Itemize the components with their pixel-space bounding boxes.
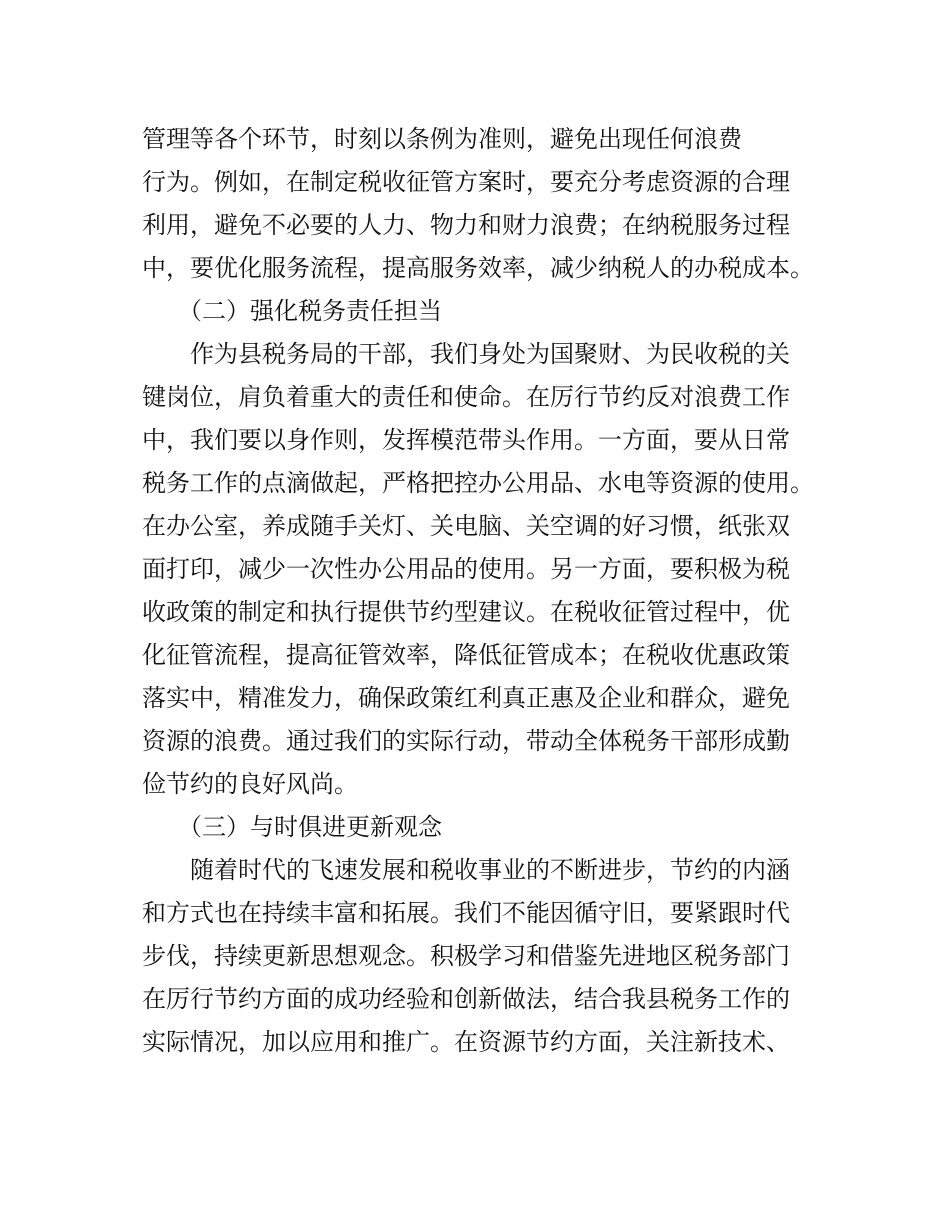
text-line: 在厉行节约方面的成功经验和创新做法，结合我县税务工作的	[142, 985, 790, 1013]
text-line: 俭节约的良好风尚。	[142, 770, 358, 798]
text-line: 化征管流程，提高征管效率，降低征管成本；在税收优惠政策	[142, 641, 790, 669]
text-line: 和方式也在持续丰富和拓展。我们不能因循守旧，要紧跟时代	[142, 899, 790, 927]
text-line: 收政策的制定和执行提供节约型建议。在税收征管过程中，优	[142, 598, 790, 626]
text-line: 中，要优化服务流程，提高服务效率，减少纳税人的办税成本。	[142, 254, 814, 282]
section-heading-3	[142, 806, 822, 849]
text-line: 作为县税务局的干部，我们身处为国聚财、为民收税的关	[190, 340, 790, 368]
document-body	[142, 118, 822, 1064]
text-line: 税务工作的点滴做起，严格把控办公用品、水电等资源的使用。	[142, 469, 814, 497]
paragraph-responsibility	[142, 333, 822, 806]
text-line: 行为。例如，在制定税收征管方案时，要充分考虑资源的合理	[142, 168, 790, 196]
text-line: 面打印，减少一次性办公用品的使用。另一方面，要积极为税	[142, 555, 790, 583]
text-line: 键岗位，肩负着重大的责任和使命。在厉行节约反对浪费工作	[142, 383, 790, 411]
text-line: 资源的浪费。通过我们的实际行动，带动全体税务干部形成勤	[142, 727, 790, 755]
text-line: 落实中，精准发力，确保政策红利真正惠及企业和群众，避免	[142, 684, 790, 712]
text-line: 随着时代的飞速发展和税收事业的不断进步，节约的内涵	[190, 856, 790, 884]
section-heading-2	[142, 290, 822, 333]
text-line: 步伐，持续更新思想观念。积极学习和借鉴先进地区税务部门	[142, 942, 790, 970]
heading-text: （二）强化税务责任担当	[178, 297, 442, 325]
heading-text: （三）与时俱进更新观念	[178, 813, 442, 841]
text-line: 利用，避免不必要的人力、物力和财力浪费；在纳税服务过程	[142, 211, 790, 239]
text-line: 实际情况，加以应用和推广。在资源节约方面，关注新技术、	[142, 1028, 790, 1056]
text-line: 中，我们要以身作则，发挥模范带头作用。一方面，要从日常	[142, 426, 790, 454]
text-line: 在办公室，养成随手关灯、关电脑、关空调的好习惯，纸张双	[142, 512, 790, 540]
text-line: 管理等各个环节，时刻以条例为准则，避免出现任何浪费	[142, 125, 742, 153]
paragraph-update-concepts	[142, 849, 822, 1064]
paragraph-continuation	[142, 118, 822, 290]
